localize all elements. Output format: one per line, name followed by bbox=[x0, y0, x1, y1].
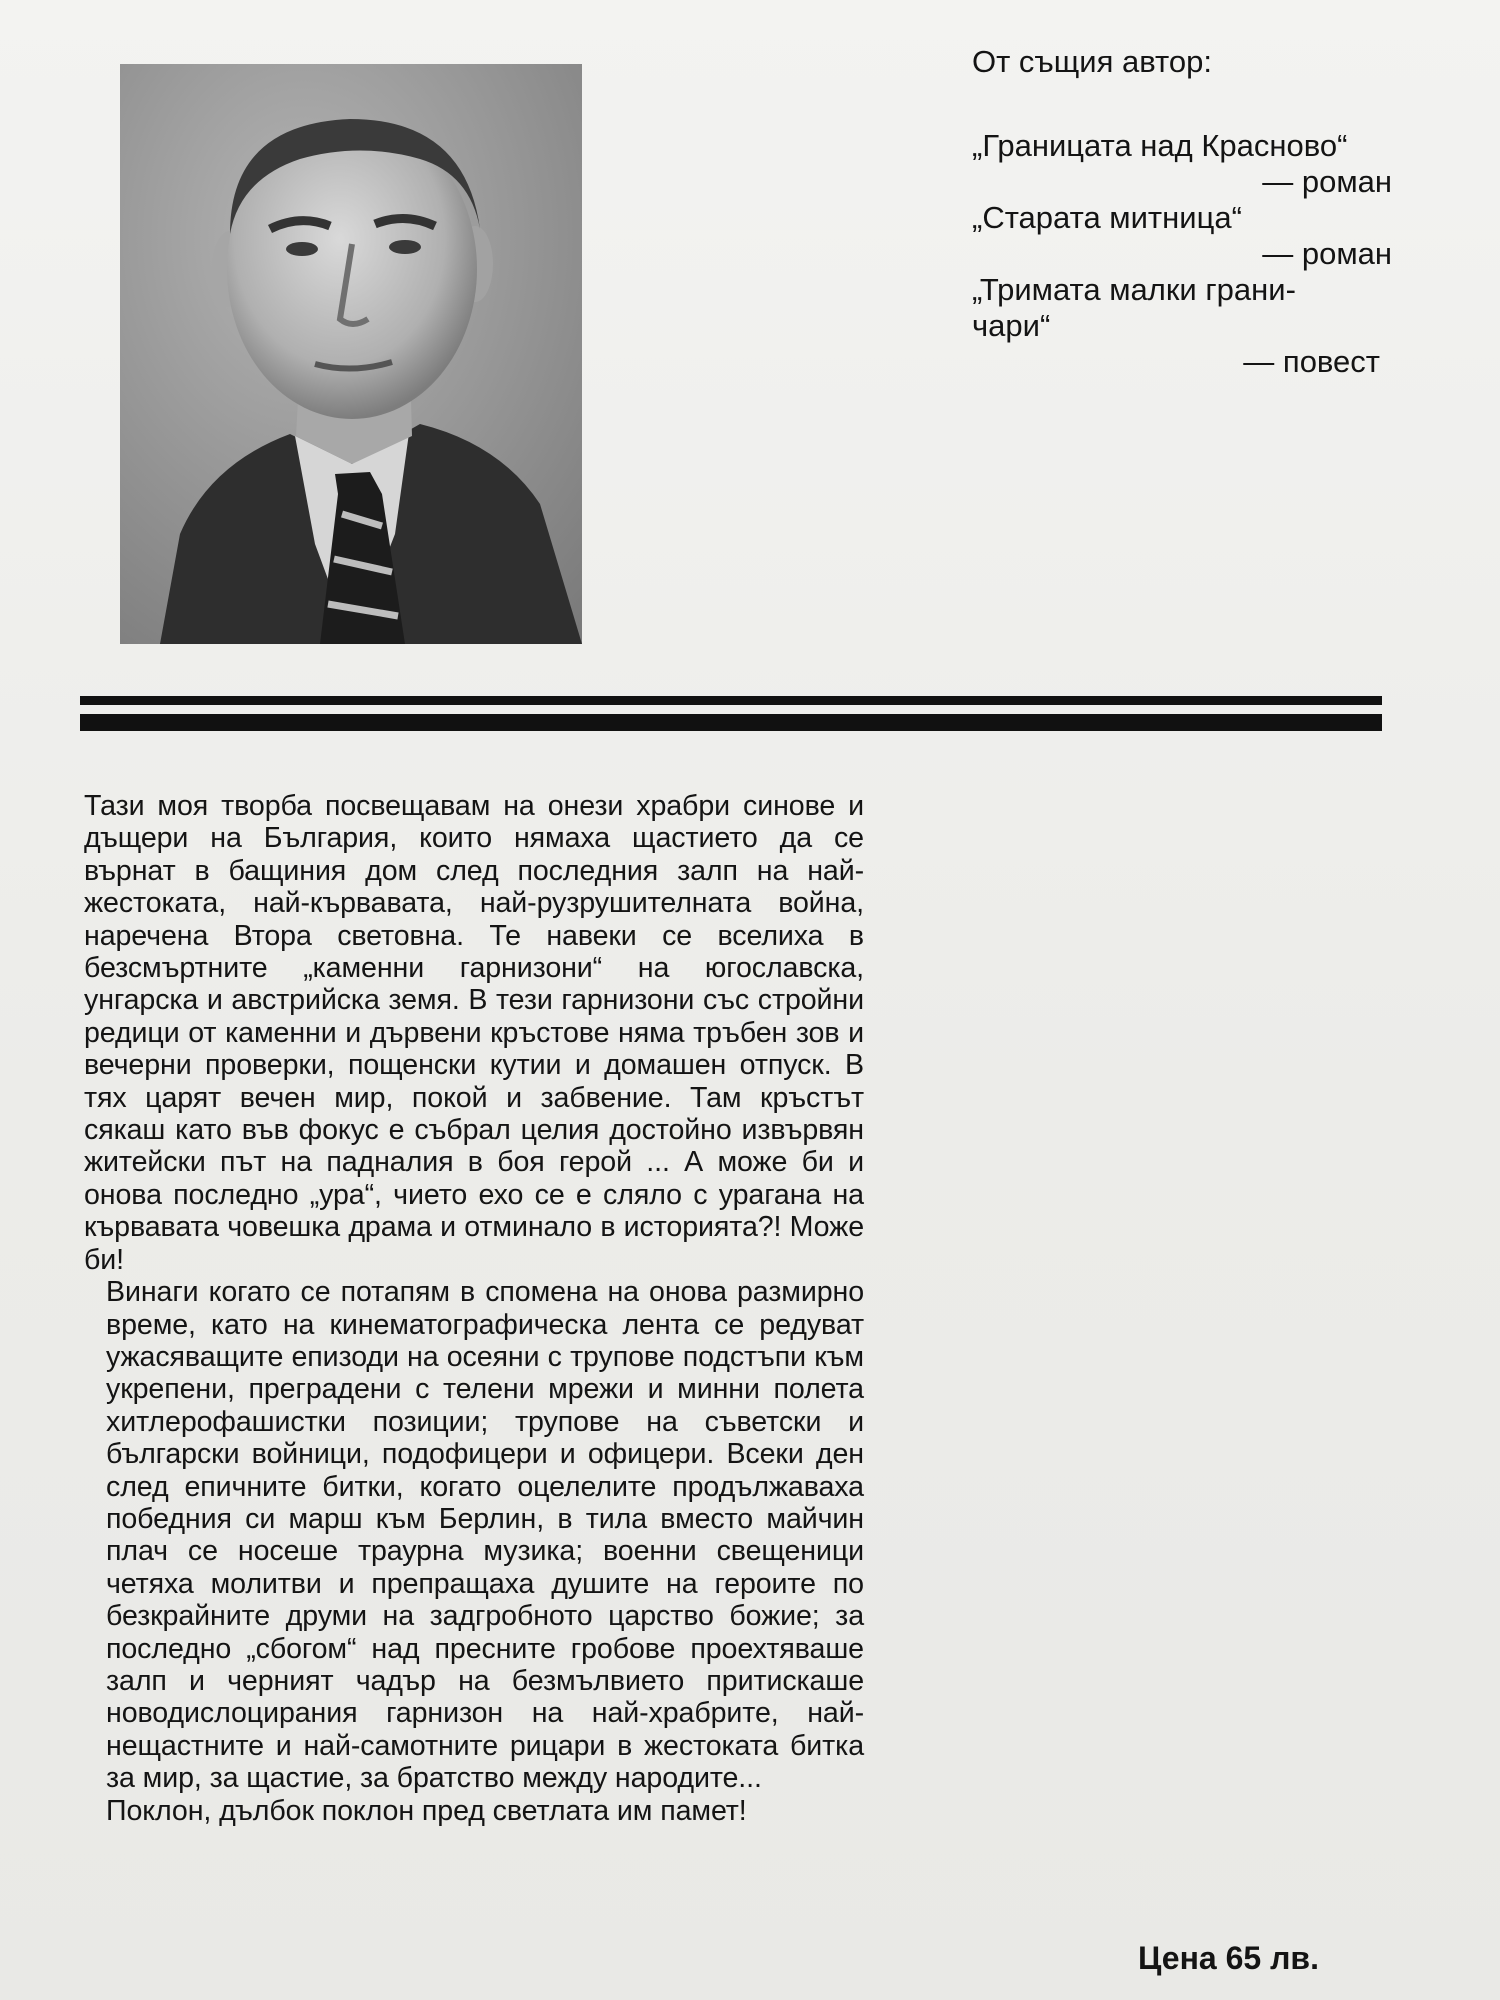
price-label: Цена 65 лв. bbox=[1138, 1940, 1319, 1976]
author-portrait-image bbox=[120, 64, 582, 644]
other-works-heading: От същия автор: bbox=[972, 44, 1212, 79]
book-genre: — роман bbox=[1262, 236, 1392, 271]
thin-rule bbox=[80, 696, 1382, 705]
dedication-paragraph: Тази моя творба посвещавам на онези храбри синове и дъщери на България, които нямаха щастието да се върнат в бащиния дом след последния залп на най-жестоката, най-кървавата, най-рузрушителната война, наречена Втора световна. Те навеки се вселиха в безсмъртните „каменни гарнизони“ на югославска, унгарска и австрийска земя. В тези гарнизони със стройни редици от каменни и дървени кръстове няма тръбен зов и вечерни проверки, пощенски кутии и домашен отпуск. В тях царят вечен мир, покой и забвение. Там кръстът сякаш като във фокус е събрал целия достойно извървян житейски път на падналия в боя герой ... А може би и онова последно „ура“, чието ехо се е сляло с урагана на кървавата човешка драма и отминало в историята?! Може би! bbox=[84, 790, 864, 1276]
book-title: „Старата митница“ bbox=[972, 200, 1242, 235]
author-photo bbox=[120, 64, 582, 644]
thick-rule bbox=[80, 714, 1382, 731]
book-title: „Границата над Красново“ bbox=[972, 128, 1348, 163]
book-genre: — роман bbox=[1262, 164, 1392, 199]
other-works-list bbox=[972, 44, 1392, 380]
book-genre: — повест bbox=[1243, 344, 1380, 379]
dedication-paragraph: Винаги когато се потапям в спомена на онова размирно време, като на кинематографическа лента се редуват ужасяващите епизоди на осеяни с трупове подстъпи към укрепени, преградени с телени мрежи и минни полета хитлерофашистки позиции; трупове на съветски и български войници, подофицери и офицери. Всеки ден след епичните битки, когато оцелелите продължаваха победния си марш към Берлин, в тила вместо майчин плач се носеше траурна музика; военни свещеници четяха молитви и препращаха душите на героите по безкрайните друми на задгробното царство божие; за последно „сбогом“ над пресните гробове проехтяваше залп и черният чадър на безмълвието притискаше новодислоцирания гарнизон на най-храбрите, най-нещастните и най-самотните рицари в жестоката битка за мир, за щастие, за братство между народите... bbox=[106, 1276, 864, 1795]
divider-rules bbox=[80, 696, 1382, 731]
dedication-closing: Поклон, дълбок поклон пред светлата им памет! bbox=[106, 1794, 747, 1827]
book-title: „Тримата малки грани- чари“ bbox=[972, 272, 1296, 343]
dedication-text bbox=[84, 790, 864, 1827]
